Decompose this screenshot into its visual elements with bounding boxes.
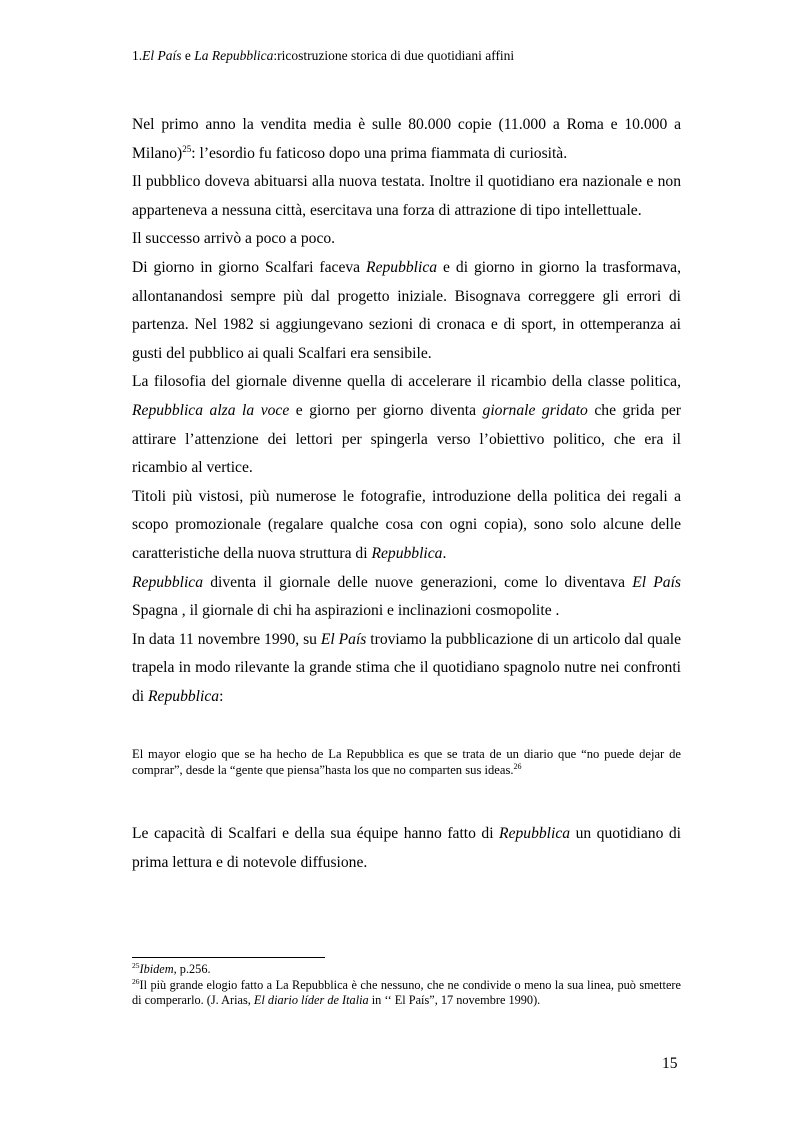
footnote-26-text-2: in ‘‘ El País”, 17 novembre 1990). <box>368 993 541 1007</box>
paragraph-4-text-2: e di giorno in giorno la trasformava, allontanandosi sempre più dal progetto iniziale. Bisognava correggere gli errori di partenza. Nel 1982 si aggiungevano sezioni di cronaca e di sport, in ottemperanza ai gusti del pubblico ai quali Scalfari era sensibile. <box>132 258 681 362</box>
footnote-26-text: Il più grande elogio fatto a La Repubblica è che nessuno, che ne condivide o meno la sua linea, può smettere di comperarlo. (J. Arias, <box>132 977 681 1007</box>
footnote-26-italic: El diario líder de Italia <box>253 993 369 1007</box>
paragraph-2 <box>132 168 681 225</box>
footnote-26 <box>132 978 681 1009</box>
footnote-25 <box>132 962 681 978</box>
paragraph-3 <box>132 225 681 254</box>
paragraph-8-text-2: troviamo la pubblicazione di un articolo dal quale trapela in modo rilevante la grande stima che il quotidiano spagnolo nutre nei confronti di <box>132 630 681 705</box>
paragraph-3-text: Il successo arrivò a poco a poco. <box>132 230 336 248</box>
paragraph-1-text: Nel primo anno la vendita media è sulle 80.000 copie (11.000 a Roma e 10.000 a Milano) <box>132 116 681 162</box>
closing-paragraph <box>132 820 681 877</box>
paragraph-6-italic: Repubblica <box>371 544 443 562</box>
footnote-ref-25: 25 <box>182 143 192 154</box>
header-prefix: 1. <box>132 48 143 63</box>
paragraph-6 <box>132 483 681 569</box>
paragraph-5-text-2: e giorno per giorno diventa <box>289 401 483 419</box>
paragraph-8-text: In data 11 novembre 1990, su <box>132 630 321 648</box>
paragraph-8 <box>132 626 681 712</box>
paragraph-1 <box>132 111 681 168</box>
closing-text-2: un quotidiano di prima lettura e di notevole diffusione. <box>132 825 682 871</box>
closing-text: Le capacità di Scalfari e della sua équipe hanno fatto di <box>132 825 500 842</box>
paragraph-7-text-2: Spagna , il giornale di chi ha aspirazioni e inclinazioni cosmopolite . <box>132 602 560 620</box>
header-rest: :ricostruzione storica di due quotidiani affini <box>273 48 515 63</box>
paragraph-7-text: diventa il giornale delle nuove generazioni, come lo diventava <box>203 573 633 591</box>
closing-italic: Repubblica <box>499 825 571 842</box>
paragraph-8-text-3: : <box>219 687 224 705</box>
footnote-separator <box>132 957 325 958</box>
footnote-25-number: 25 <box>132 961 140 970</box>
block-quote <box>132 746 681 778</box>
paragraph-1-text-2: : l’esordio fu faticoso dopo una prima fiammata di curiosità. <box>191 144 568 162</box>
paragraph-7-italic: Repubblica <box>132 573 204 591</box>
paragraph-8-italic-2: Repubblica <box>148 687 220 705</box>
header-connector: e <box>181 48 195 63</box>
footnote-ref-26: 26 <box>513 762 522 771</box>
paragraph-7 <box>132 569 681 626</box>
paragraph-4 <box>132 254 681 368</box>
paragraph-6-text: Titoli più vistosi, più numerose le fotografie, introduzione della politica dei regali a scopo promozionale (regalare qualche cosa con ogni copia), sono solo alcune delle caratteristiche della nuova struttura di <box>132 487 681 562</box>
paragraph-8-italic: El País <box>320 630 367 648</box>
paragraph-5-text: La filosofia del giornale divenne quella di accelerare il ricambio della classe politica, <box>132 373 681 391</box>
paragraph-5-italic-2: giornale gridato <box>482 401 588 419</box>
paragraph-5 <box>132 368 681 482</box>
footnote-25-italic: Ibidem <box>139 962 174 976</box>
header-el-pais: El País <box>142 48 182 63</box>
header-la-repubblica: La Repubblica <box>194 48 274 63</box>
footnotes <box>132 962 681 1009</box>
paragraph-5-italic: Repubblica alza la voce <box>132 401 290 419</box>
paragraph-6-text-2: . <box>442 544 447 562</box>
paragraph-4-text: Di giorno in giorno Scalfari faceva <box>132 258 367 276</box>
paragraph-4-italic: Repubblica <box>366 258 438 276</box>
paragraph-5-text-3: che grida per attirare l’attenzione dei lettori per spingerla verso l’obiettivo politico, che era il ricambio al vertice. <box>132 401 681 477</box>
block-quote-text: El mayor elogio que se ha hecho de La Repubblica es que se trata de un diario que “no puede dejar de comprar”, desde la “gente que piensa”hasta los que no comparten sus ideas. <box>132 747 681 777</box>
paragraph-9 <box>132 820 681 877</box>
page-number: 15 <box>662 1055 678 1072</box>
paragraph-7-italic-2: El País <box>632 573 681 591</box>
footnote-26-number: 26 <box>132 976 140 986</box>
main-text <box>132 111 681 711</box>
running-header <box>132 48 514 64</box>
paragraph-2-text: Il pubblico doveva abituarsi alla nuova testata. Inoltre il quotidiano era nazionale e non apparteneva a nessuna città, esercitava una forza di attrazione di tipo intellettuale. <box>132 173 681 219</box>
footnote-25-text: , p.256. <box>173 962 211 976</box>
